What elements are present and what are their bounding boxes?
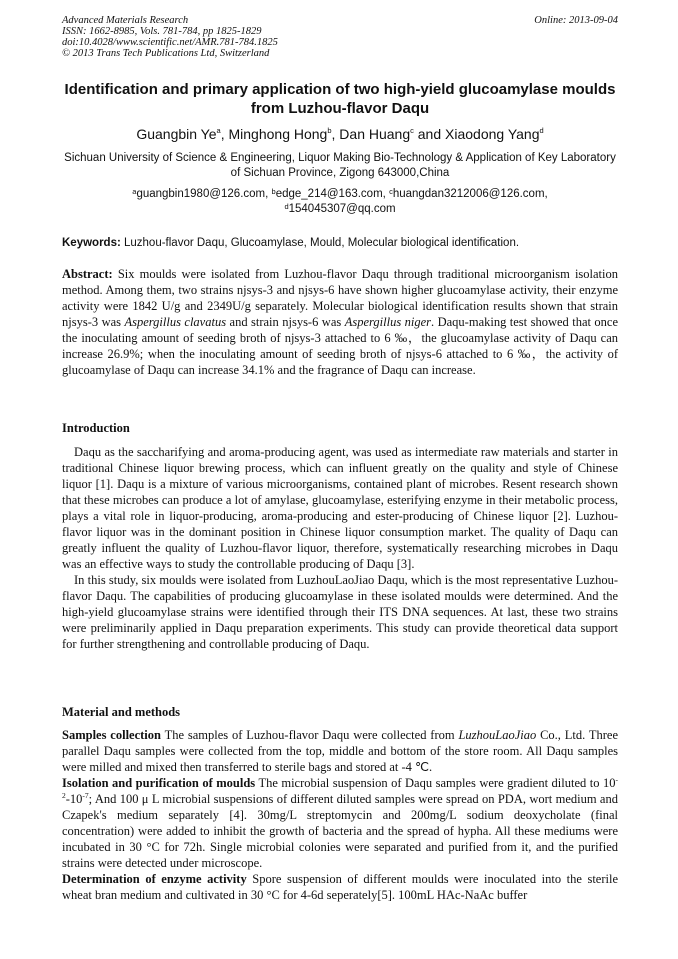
- paragraph: [62, 871, 618, 903]
- section-heading-methods: Material and methods: [62, 705, 181, 719]
- online-date: Online: 2013-09-04: [534, 15, 618, 26]
- paragraph-text: The samples of Luzhou-flavor Daqu were collected from: [164, 728, 455, 742]
- paragraph-text: Spore suspension of different moulds were inoculated into the sterile wheat bran medium and cultivated in 30 °C for 4-6d seperately[5]. 100mL HAc-NaAc buffer: [62, 872, 619, 902]
- email-mark: a: [132, 187, 137, 196]
- author-name: Minghong Hong: [228, 126, 328, 142]
- author-name: Xiaodong Yang: [445, 126, 540, 142]
- paragraph-text: ; And 100 μ L microbial suspensions of different diluted samples were spread on PDA, wort medium and Czapek's medium separately [4]. 30mg/L streptomycin and 200mg/L sodium deoxycholate (final concentration) were added to inhibit the growth of bacteria and the spread of hypha. All these mediums were incubated in 30 °C for 72h. Single microbial colonies were separated and purified from it, and the purified strains were detected under microscope.: [62, 792, 618, 870]
- author-list: Guangbin Ye$^a$, Minghong Hong$^b$, Dan Huang$^c$ and Xiaodong Yang$^d$: [136, 126, 544, 142]
- methods-body: [62, 727, 618, 903]
- abstract-text: and strain njsys-6 was: [229, 315, 342, 329]
- keywords: [62, 236, 618, 251]
- paragraph-text: -10: [65, 792, 83, 806]
- exponent: -2: [62, 775, 618, 800]
- email-address[interactable]: huangdan3212006@126.com,: [392, 188, 548, 200]
- abstract-text: Six moulds were isolated from Luzhou-flavor Daqu through traditional microorganism isolation method. Among them, two strains njsys-3 and njsys-6 have shown higher glucoamylase activity, their enzyme activity were 1842 U/g and 2349U/g separately. Molecular biological identification results shown that strain njsys-3 was: [62, 267, 619, 329]
- copyright-line: © 2013 Trans Tech Publications Ltd, Switzerland: [62, 48, 270, 59]
- species-name: Aspergillus niger: [344, 315, 432, 329]
- author-mark: b: [327, 126, 332, 135]
- email-mark: c: [389, 187, 393, 196]
- issn-line: ISSN: 1662-8985, Vols. 781-784, pp 1825-1829: [62, 26, 262, 37]
- subsection-label: Isolation and purification of moulds: [62, 776, 256, 790]
- author-mark: c: [410, 126, 414, 135]
- paper-title: Identification and primary application of two high-yield glucoamylase moulds from Luzhou-flavor Daqu: [64, 81, 616, 117]
- paragraph: Daqu as the saccharifying and aroma-producing agent, was used as intermediate raw materials and starter in traditional Chinese liquor brewing process, which can influent greatly on the quality and style of Chinese liquor [1]. Daqu is a mixture of various microorganisms, contained plant of microbes. Resent research shown that these microbes can produce a lot of amylase, glucoamylase, esterifying enzyme in their metabolic process, plays a vital role in liquor-producing, aroma-producing and ester-producing of Chinese liquor [2]. Luzhou-flavor liquor was in the dominant position in Chinese liquor consumption market. The quality of Daqu can greatly influent the quality of Luzhou-flavor liquor, therefore, systematically researching microbes in Daqu was an effective ways to study the controllable producing of Daqu [3].: [62, 445, 618, 571]
- abstract-label: Abstract:: [62, 267, 113, 281]
- keywords-label: Keywords:: [62, 237, 121, 249]
- paragraph: In this study, six moulds were isolated from LuzhouLaoJiao Daqu, which is the most representative Luzhou-flavor Daqu. The capabilities of producing glucoamylase in these isolated moulds were determined. And the high-yield glucoamylase strains were identified through their ITS DNA sequences. At last, these two strains were preliminarily applied in Daqu preparation experiments. This study can provide theoretical data support for further strengthening and controllable producing of Daqu.: [62, 573, 618, 651]
- exponent: -7: [82, 791, 89, 800]
- paragraph-text: The microbial suspension of Daqu samples were gradient diluted to 10: [258, 776, 616, 790]
- journal-header: [62, 15, 618, 59]
- company-name: LuzhouLaoJiao: [458, 728, 537, 742]
- section-heading-introduction: Introduction: [62, 421, 130, 435]
- paragraph-text: Co., Ltd. Three parallel Daqu samples were collected from the top, middle and bottom of the store room. All Daqu samples were milled and mixed then transferred to sterile bags and stored at -4 ℃.: [62, 728, 619, 774]
- email-address[interactable]: guangbin1980@126.com,: [136, 188, 269, 200]
- author-conjunction: and: [417, 126, 442, 142]
- author-name: Guangbin Ye: [136, 126, 217, 142]
- species-name: Aspergillus clavatus: [124, 315, 227, 329]
- keywords-text: Luzhou-flavor Daqu, Glucoamylase, Mould, Molecular biological identification.: [124, 237, 520, 249]
- author-mark: a: [216, 126, 221, 135]
- introduction-body: [62, 444, 618, 652]
- doi-line[interactable]: doi:10.4028/www.scientific.net/AMR.781-784.1825: [62, 37, 278, 48]
- journal-name: Advanced Materials Research: [62, 15, 189, 26]
- email-address[interactable]: 154045307@qq.com: [288, 203, 396, 215]
- author-mark: d: [539, 126, 544, 135]
- email-mark: d: [284, 202, 289, 211]
- paragraph: [62, 775, 618, 871]
- author-name: Dan Huang: [339, 126, 411, 142]
- email-list: [62, 187, 618, 217]
- subsection-label: Determination of enzyme activity: [62, 872, 247, 886]
- email-address[interactable]: edge_214@163.com,: [275, 188, 386, 200]
- abstract-text: . Daqu-making test showed that once the inoculating amount of seeding broth of njsys-3 attached to 6 ‰，the glucoamylase activity of Daqu can increase 26.9%; when the inoculating amount of seeding broth of njsys-6 attached to 6 ‰，the activity of glucoamylase of Daqu can increase 34.1% and the fragrance of Daqu can increase.: [62, 315, 619, 377]
- affiliation: Sichuan University of Science & Engineering, Liquor Making Bio-Technology & Application of Key Laboratory of Sichuan Province, Zigong 643000,China: [64, 152, 616, 179]
- paragraph: [62, 727, 618, 775]
- email-mark: b: [271, 187, 276, 196]
- subsection-label: Samples collection: [62, 728, 161, 742]
- abstract: [62, 266, 618, 378]
